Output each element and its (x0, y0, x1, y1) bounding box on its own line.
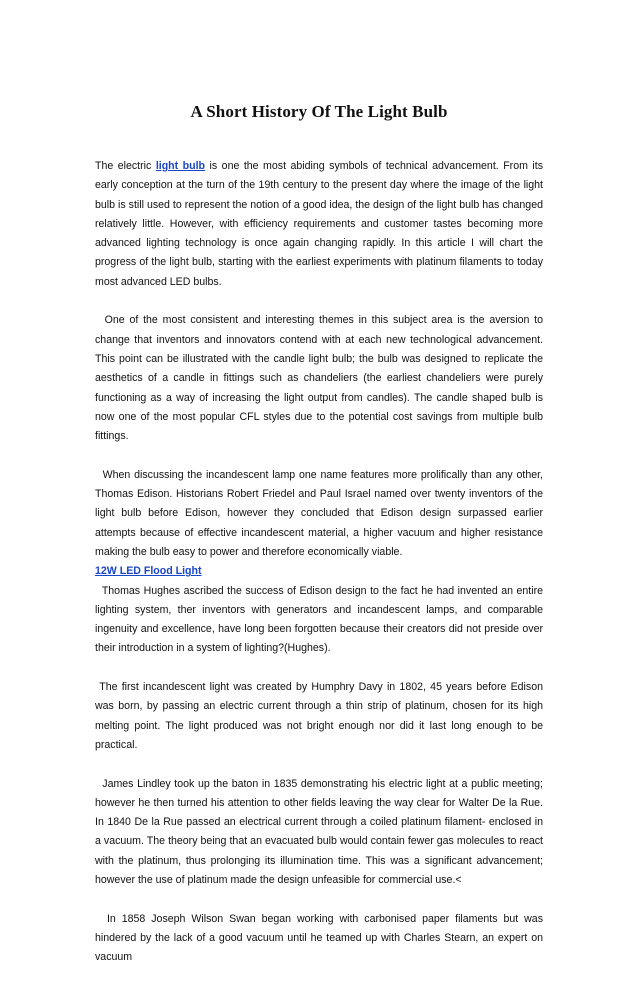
led-flood-light-link[interactable]: 12W LED Flood Light (95, 565, 202, 578)
paragraph-davy (95, 678, 543, 755)
intro-text-before: The electric (95, 160, 156, 172)
paragraph-edison-text: When discussing the incandescent lamp one name features more prolifically than any other, Thomas Edison. Historians Robert Friedel and Paul Israel named over twenty inventors of the light bulb before Edison, however they concluded that Edison design surpassed earlier attempts because of effective incandescent material, a higher vacuum and higher resistance making the bulb easy to power and therefore economically viable. (95, 468, 544, 558)
document-title: A Short History Of The Light Bulb (190, 102, 448, 121)
paragraph-lindley-text: James Lindley took up the baton in 1835 demonstrating his electric light at a public meeting; however he then turned his attention to other fields leaving the way clear for Walter De la Rue. In 1840 De la Rue passed an electrical current through a coiled platinum filament- enclosed in a vacuum. The theory being that an evacuated bulb would contain fewer gas molecules to react with the platinum, thus prolonging its illumination time. This was a significant advancement; however the use of platinum made the design unfeasible for commercial use.< (95, 777, 544, 886)
paragraph-intro (95, 157, 543, 292)
paragraph-swan-text: In 1858 Joseph Wilson Swan began working with carbonised paper filaments but was hindered by the lack of a good vacuum until he teamed up with Charles Stearn, an expert on vacuum (95, 912, 543, 964)
paragraph-hughes (95, 582, 543, 659)
intro-text-after: is one the most abiding symbols of technical advancement. From its early conception at the turn of the 19th century to the present day where the image of the light bulb is still used to represent the notion of a good idea, the design of the light bulb has changed relatively little. However, with efficiency requirements and customer tastes becoming more advanced lighting technology is once again changing rapidly. In this article I will chart the progress of the light bulb, starting with the earliest experiments with platinum filaments to today most advanced LED bulbs. (95, 160, 544, 288)
light-bulb-link[interactable]: light bulb (155, 160, 206, 172)
paragraph-hughes-text: Thomas Hughes ascribed the success of Edison design to the fact he had invented an entire lighting system, ther inventors with generators and incandescent lamps, and comparable ingenuity and excellence, have long been forgotten because their creators did not preside over their introduction in a system of lighting?(Hughes). (95, 584, 543, 655)
document-body (95, 157, 543, 987)
paragraph-candle-bulb-text: One of the most consistent and interesting themes in this subject area is the aversion to change that inventors and innovators contend with at each new technological advancement. This point can be illustrated with the candle light bulb; the bulb was designed to replicate the aesthetics of a candle in fittings such as chandeliers (the earliest chandeliers were purely functioning as a way of increasing the light output from candles). The candle shaped bulb is now one of the most popular CFL styles due to the potential cost savings from multiple bulb fittings. (95, 314, 544, 443)
paragraph-edison (95, 466, 543, 562)
paragraph-lindley (95, 775, 543, 891)
paragraph-candle-bulb (95, 311, 543, 446)
paragraph-davy-text: The first incandescent light was created by Humphry Davy in 1802, 45 years before Edison was born, by passing an electric current through a thin strip of platinum, chosen for its high melting point. The light produced was not bright enough nor did it last long enough to be practical. (95, 681, 543, 751)
paragraph-swan (95, 910, 543, 968)
